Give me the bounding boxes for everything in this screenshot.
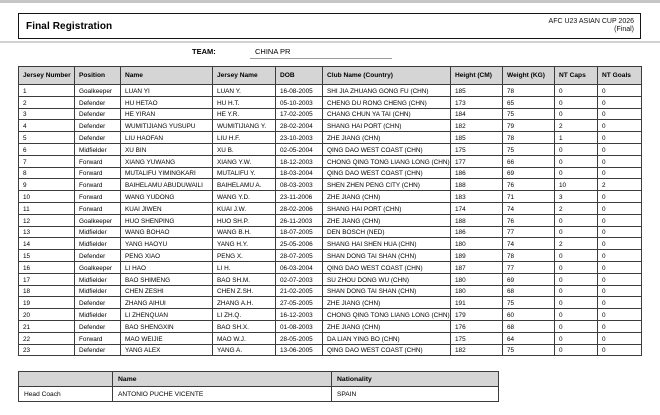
cell-jersey_name: MUTALIFU Y. — [213, 167, 276, 179]
cell-jersey_name: LI ZH.Q. — [213, 309, 276, 321]
cell-position: Forward — [75, 332, 121, 344]
cell-jersey_name: YANG H.Y. — [213, 238, 276, 250]
cell-height: 186 — [451, 167, 503, 179]
cell-nt_goals: 0 — [598, 167, 642, 179]
column-header-position: Position — [75, 67, 121, 85]
cell-name: BAIHELAMU ABUDUWAILI — [121, 179, 213, 191]
cell-weight: 68 — [503, 285, 555, 297]
cell-nt_caps: 1 — [555, 132, 598, 144]
cell-number: 8 — [19, 167, 75, 179]
cell-height: 177 — [451, 155, 503, 167]
cell-height: 185 — [451, 85, 503, 97]
cell-nt_goals: 0 — [598, 108, 642, 120]
cell-number: 6 — [19, 143, 75, 155]
cell-dob: 28-07-2005 — [276, 250, 323, 262]
document-header — [18, 13, 641, 39]
cell-weight: 75 — [503, 297, 555, 309]
table-row — [19, 108, 642, 120]
cell-position: Defender — [75, 108, 121, 120]
cell-height: 173 — [451, 96, 503, 108]
cell-number: 23 — [19, 344, 75, 356]
cell-name: ZHANG AIHUI — [121, 297, 213, 309]
cell-number: 5 — [19, 132, 75, 144]
cell-club: SHANG HAI SHEN HUA (CHN) — [323, 238, 451, 250]
cell-club: SHI JIA ZHUANG GONG FU (CHN) — [323, 85, 451, 97]
column-header-jersey_name: Jersey Name — [213, 67, 276, 85]
cell-weight: 65 — [503, 96, 555, 108]
cell-height: 187 — [451, 261, 503, 273]
cell-nt_goals: 0 — [598, 332, 642, 344]
cell-club: QING DAO WEST COAST (CHN) — [323, 143, 451, 155]
cell-height: 184 — [451, 108, 503, 120]
column-header-weight: Weight (KG) — [503, 67, 555, 85]
table-row — [19, 132, 642, 144]
cell-dob: 02-05-2004 — [276, 143, 323, 155]
page-top-edge — [0, 0, 660, 3]
cell-number: 15 — [19, 250, 75, 262]
cell-nt_goals: 0 — [598, 96, 642, 108]
cell-height: 174 — [451, 202, 503, 214]
cell-nt_caps: 10 — [555, 179, 598, 191]
cell-height: 179 — [451, 309, 503, 321]
column-header-nt_caps: NT Caps — [555, 67, 598, 85]
cell-weight: 77 — [503, 261, 555, 273]
cell-nt_caps: 0 — [555, 273, 598, 285]
table-row — [19, 387, 499, 402]
cell-jersey_name: CHEN Z.SH. — [213, 285, 276, 297]
cell-nt_goals: 0 — [598, 214, 642, 226]
cell-number: 12 — [19, 214, 75, 226]
cell-nt_caps: 0 — [555, 214, 598, 226]
cell-club: ZHE JIANG (CHN) — [323, 132, 451, 144]
team-label: TEAM: — [192, 47, 216, 56]
cell-jersey_name: PENG X. — [213, 250, 276, 262]
cell-club: SHEN ZHEN PENG CITY (CHN) — [323, 179, 451, 191]
cell-jersey_name: WANG B.H. — [213, 226, 276, 238]
cell-nt_caps: 0 — [555, 96, 598, 108]
cell-position: Defender — [75, 344, 121, 356]
table-row — [19, 155, 642, 167]
cell-jersey_name: LI H. — [213, 261, 276, 273]
cell-nt_caps: 0 — [555, 344, 598, 356]
cell-club: CHONG QING TONG LIANG LONG (CHN) — [323, 309, 451, 321]
cell-dob: 28-05-2005 — [276, 332, 323, 344]
cell-name: HU HETAO — [121, 96, 213, 108]
cell-jersey_name: LUAN Y. — [213, 85, 276, 97]
competition-name: AFC U23 ASIAN CUP 2026 — [548, 17, 634, 25]
cell-number: 4 — [19, 120, 75, 132]
cell-dob: 08-03-2003 — [276, 179, 323, 191]
cell-name: LUAN YI — [121, 85, 213, 97]
cell-role: Head Coach — [19, 387, 113, 402]
cell-weight: 78 — [503, 250, 555, 262]
cell-name: LIU HAOFAN — [121, 132, 213, 144]
cell-weight: 76 — [503, 214, 555, 226]
table-row — [19, 332, 642, 344]
cell-nt_goals: 2 — [598, 179, 642, 191]
column-header-nationality: Nationality — [332, 372, 499, 387]
cell-nt_caps: 0 — [555, 332, 598, 344]
cell-nt_goals: 0 — [598, 120, 642, 132]
cell-nt_caps: 0 — [555, 297, 598, 309]
cell-position: Midfielder — [75, 309, 121, 321]
cell-club: CHANG CHUN YA TAI (CHN) — [323, 108, 451, 120]
cell-number: 9 — [19, 179, 75, 191]
cell-dob: 18-12-2003 — [276, 155, 323, 167]
cell-height: 176 — [451, 320, 503, 332]
cell-dob: 27-05-2005 — [276, 297, 323, 309]
team-name-underline — [250, 58, 392, 59]
cell-nt_goals: 0 — [598, 85, 642, 97]
column-header-dob: DOB — [276, 67, 323, 85]
cell-name: WANG BOHAO — [121, 226, 213, 238]
officials-header-row — [19, 372, 499, 387]
cell-height: 182 — [451, 344, 503, 356]
table-row — [19, 309, 642, 321]
cell-height: 175 — [451, 332, 503, 344]
cell-nt_goals: 0 — [598, 344, 642, 356]
roster-table — [18, 66, 642, 356]
cell-club: CHONG QING TONG LIANG LONG (CHN) — [323, 155, 451, 167]
cell-weight: 75 — [503, 143, 555, 155]
cell-name: HUO SHENPING — [121, 214, 213, 226]
cell-jersey_name: BAIHELAMU A. — [213, 179, 276, 191]
table-row — [19, 320, 642, 332]
column-header-nt_goals: NT Goals — [598, 67, 642, 85]
cell-dob: 28-02-2004 — [276, 120, 323, 132]
cell-nt_goals: 0 — [598, 273, 642, 285]
team-name: CHINA PR — [255, 47, 291, 56]
cell-name: LI ZHENQUAN — [121, 309, 213, 321]
cell-name: KUAI JIWEN — [121, 202, 213, 214]
cell-weight: 76 — [503, 179, 555, 191]
table-row — [19, 297, 642, 309]
cell-weight: 75 — [503, 108, 555, 120]
table-row — [19, 250, 642, 262]
cell-position: Defender — [75, 320, 121, 332]
cell-position: Defender — [75, 120, 121, 132]
cell-nt_goals: 0 — [598, 250, 642, 262]
cell-dob: 18-03-2004 — [276, 167, 323, 179]
cell-dob: 28-02-2006 — [276, 202, 323, 214]
cell-nt_goals: 0 — [598, 309, 642, 321]
cell-nt_caps: 2 — [555, 120, 598, 132]
cell-club: SHANG HAI PORT (CHN) — [323, 120, 451, 132]
table-row — [19, 238, 642, 250]
cell-height: 175 — [451, 143, 503, 155]
cell-jersey_name: HUO SH.P. — [213, 214, 276, 226]
cell-height: 180 — [451, 238, 503, 250]
cell-nt_caps: 2 — [555, 238, 598, 250]
cell-nt_caps: 3 — [555, 191, 598, 203]
cell-club: ZHE JIANG (CHN) — [323, 191, 451, 203]
cell-nationality: SPAIN — [332, 387, 499, 402]
cell-position: Midfielder — [75, 238, 121, 250]
column-header-name: Name — [121, 67, 213, 85]
cell-weight: 78 — [503, 132, 555, 144]
column-header-number: Jersey Number — [19, 67, 75, 85]
cell-height: 191 — [451, 297, 503, 309]
cell-nt_goals: 0 — [598, 320, 642, 332]
cell-number: 1 — [19, 85, 75, 97]
cell-height: 180 — [451, 285, 503, 297]
cell-position: Defender — [75, 297, 121, 309]
cell-club: SHAN DONG TAI SHAN (CHN) — [323, 250, 451, 262]
cell-height: 182 — [451, 120, 503, 132]
cell-weight: 78 — [503, 85, 555, 97]
cell-position: Midfielder — [75, 143, 121, 155]
cell-name: PENG XIAO — [121, 250, 213, 262]
cell-number: 19 — [19, 297, 75, 309]
cell-club: ZHE JIANG (CHN) — [323, 214, 451, 226]
cell-name: WANG YUDONG — [121, 191, 213, 203]
table-row — [19, 273, 642, 285]
cell-position: Forward — [75, 202, 121, 214]
cell-name: YANG ALEX — [121, 344, 213, 356]
cell-height: 186 — [451, 226, 503, 238]
cell-nt_goals: 0 — [598, 226, 642, 238]
cell-dob: 01-08-2003 — [276, 320, 323, 332]
table-row — [19, 226, 642, 238]
cell-nt_caps: 0 — [555, 226, 598, 238]
cell-height: 185 — [451, 132, 503, 144]
competition-stage: (Final) — [614, 26, 634, 33]
cell-dob: 25-05-2006 — [276, 238, 323, 250]
cell-position: Defender — [75, 96, 121, 108]
cell-club: QING DAO WEST COAST (CHN) — [323, 167, 451, 179]
cell-position: Midfielder — [75, 273, 121, 285]
cell-dob: 16-12-2003 — [276, 309, 323, 321]
cell-jersey_name: MAO W.J. — [213, 332, 276, 344]
cell-jersey_name: BAO SH.M. — [213, 273, 276, 285]
cell-nt_goals: 0 — [598, 285, 642, 297]
roster-body — [19, 85, 642, 356]
cell-club: SHAN DONG TAI SHAN (CHN) — [323, 285, 451, 297]
cell-nt_caps: 0 — [555, 320, 598, 332]
cell-dob: 21-02-2005 — [276, 285, 323, 297]
cell-nt_goals: 0 — [598, 238, 642, 250]
cell-name: BAO SHENGXIN — [121, 320, 213, 332]
cell-nt_caps: 0 — [555, 285, 598, 297]
table-row — [19, 85, 642, 97]
cell-name: BAO SHIMENG — [121, 273, 213, 285]
cell-height: 188 — [451, 214, 503, 226]
cell-club: DEN BOSCH (NED) — [323, 226, 451, 238]
cell-jersey_name: LIU H.F. — [213, 132, 276, 144]
cell-position: Defender — [75, 250, 121, 262]
cell-dob: 13-06-2005 — [276, 344, 323, 356]
cell-number: 14 — [19, 238, 75, 250]
cell-name: LI HAO — [121, 261, 213, 273]
cell-weight: 60 — [503, 309, 555, 321]
cell-dob: 23-10-2003 — [276, 132, 323, 144]
cell-nt_goals: 0 — [598, 155, 642, 167]
cell-weight: 66 — [503, 155, 555, 167]
cell-weight: 75 — [503, 344, 555, 356]
cell-dob: 16-08-2005 — [276, 85, 323, 97]
cell-dob: 05-10-2003 — [276, 96, 323, 108]
cell-club: DA LIAN YING BO (CHN) — [323, 332, 451, 344]
cell-position: Forward — [75, 167, 121, 179]
table-row — [19, 285, 642, 297]
cell-number: 17 — [19, 273, 75, 285]
cell-nt_goals: 0 — [598, 297, 642, 309]
cell-club: QING DAO WEST COAST (CHN) — [323, 261, 451, 273]
cell-number: 13 — [19, 226, 75, 238]
roster-header-row — [19, 67, 642, 85]
cell-jersey_name: ZHANG A.H. — [213, 297, 276, 309]
cell-nt_caps: 0 — [555, 155, 598, 167]
cell-nt_caps: 0 — [555, 143, 598, 155]
cell-weight: 64 — [503, 332, 555, 344]
cell-club: SU ZHOU DONG WU (CHN) — [323, 273, 451, 285]
cell-weight: 79 — [503, 120, 555, 132]
column-header-height: Height (CM) — [451, 67, 503, 85]
cell-name: MUTALIFU YIMINGKARI — [121, 167, 213, 179]
cell-name: CHEN ZESHI — [121, 285, 213, 297]
table-row — [19, 261, 642, 273]
table-row — [19, 96, 642, 108]
cell-nt_caps: 2 — [555, 202, 598, 214]
cell-position: Forward — [75, 179, 121, 191]
cell-name: XIANG YUWANG — [121, 155, 213, 167]
cell-club: CHENG DU RONG CHENG (CHN) — [323, 96, 451, 108]
cell-nt_goals: 0 — [598, 191, 642, 203]
table-row — [19, 344, 642, 356]
cell-name: YANG HAOYU — [121, 238, 213, 250]
cell-club: QING DAO WEST COAST (CHN) — [323, 344, 451, 356]
cell-dob: 02-07-2003 — [276, 273, 323, 285]
cell-position: Forward — [75, 155, 121, 167]
column-header-name: Name — [113, 372, 332, 387]
cell-number: 16 — [19, 261, 75, 273]
cell-nt_goals: 0 — [598, 261, 642, 273]
cell-nt_caps: 0 — [555, 85, 598, 97]
cell-nt_goals: 0 — [598, 202, 642, 214]
cell-dob: 17-02-2005 — [276, 108, 323, 120]
cell-nt_caps: 0 — [555, 250, 598, 262]
cell-weight: 77 — [503, 226, 555, 238]
cell-jersey_name: WUMITIJIANG Y. — [213, 120, 276, 132]
cell-weight: 68 — [503, 320, 555, 332]
cell-nt_caps: 0 — [555, 261, 598, 273]
cell-nt_goals: 0 — [598, 132, 642, 144]
cell-height: 183 — [451, 191, 503, 203]
cell-nt_caps: 0 — [555, 167, 598, 179]
cell-position: Forward — [75, 191, 121, 203]
cell-name: MAO WEIJIE — [121, 332, 213, 344]
cell-position: Midfielder — [75, 285, 121, 297]
cell-height: 189 — [451, 250, 503, 262]
table-row — [19, 214, 642, 226]
header-divider — [0, 41, 660, 43]
table-row — [19, 202, 642, 214]
cell-jersey_name: HU H.T. — [213, 96, 276, 108]
cell-nt_goals: 0 — [598, 143, 642, 155]
cell-height: 180 — [451, 273, 503, 285]
table-row — [19, 191, 642, 203]
cell-number: 2 — [19, 96, 75, 108]
cell-jersey_name: XU B. — [213, 143, 276, 155]
cell-position: Goalkeeper — [75, 261, 121, 273]
cell-jersey_name: HE Y.R. — [213, 108, 276, 120]
cell-height: 188 — [451, 179, 503, 191]
cell-name: XU BIN — [121, 143, 213, 155]
cell-club: ZHE JIANG (CHN) — [323, 297, 451, 309]
cell-weight: 71 — [503, 191, 555, 203]
cell-position: Midfielder — [75, 226, 121, 238]
cell-club: SHANG HAI PORT (CHN) — [323, 202, 451, 214]
column-header-role — [19, 372, 113, 387]
cell-number: 20 — [19, 309, 75, 321]
cell-weight: 74 — [503, 238, 555, 250]
table-row — [19, 167, 642, 179]
cell-number: 21 — [19, 320, 75, 332]
column-header-club: Club Name (Country) — [323, 67, 451, 85]
officials-body — [19, 387, 499, 402]
cell-dob: 18-07-2005 — [276, 226, 323, 238]
cell-jersey_name: WANG Y.D. — [213, 191, 276, 203]
cell-number: 7 — [19, 155, 75, 167]
page-title: Final Registration — [26, 20, 113, 32]
cell-nt_caps: 0 — [555, 108, 598, 120]
cell-position: Goalkeeper — [75, 85, 121, 97]
cell-dob: 06-03-2004 — [276, 261, 323, 273]
cell-number: 11 — [19, 202, 75, 214]
cell-number: 18 — [19, 285, 75, 297]
cell-weight: 69 — [503, 167, 555, 179]
cell-position: Goalkeeper — [75, 214, 121, 226]
cell-name: HE YIRAN — [121, 108, 213, 120]
cell-dob: 23-11-2006 — [276, 191, 323, 203]
cell-jersey_name: KUAI J.W. — [213, 202, 276, 214]
cell-weight: 69 — [503, 273, 555, 285]
cell-jersey_name: YANG A. — [213, 344, 276, 356]
cell-nt_caps: 0 — [555, 309, 598, 321]
table-row — [19, 143, 642, 155]
cell-weight: 74 — [503, 202, 555, 214]
cell-position: Defender — [75, 132, 121, 144]
cell-number: 10 — [19, 191, 75, 203]
cell-name: ANTONIO PUCHE VICENTE — [113, 387, 332, 402]
officials-table — [18, 371, 499, 402]
table-row — [19, 120, 642, 132]
cell-jersey_name: BAO SH.X. — [213, 320, 276, 332]
cell-jersey_name: XIANG Y.W. — [213, 155, 276, 167]
cell-dob: 26-11-2003 — [276, 214, 323, 226]
cell-number: 22 — [19, 332, 75, 344]
cell-club: ZHE JIANG (CHN) — [323, 320, 451, 332]
cell-number: 3 — [19, 108, 75, 120]
table-row — [19, 179, 642, 191]
cell-name: WUMITIJIANG YUSUPU — [121, 120, 213, 132]
competition-header — [549, 18, 634, 35]
